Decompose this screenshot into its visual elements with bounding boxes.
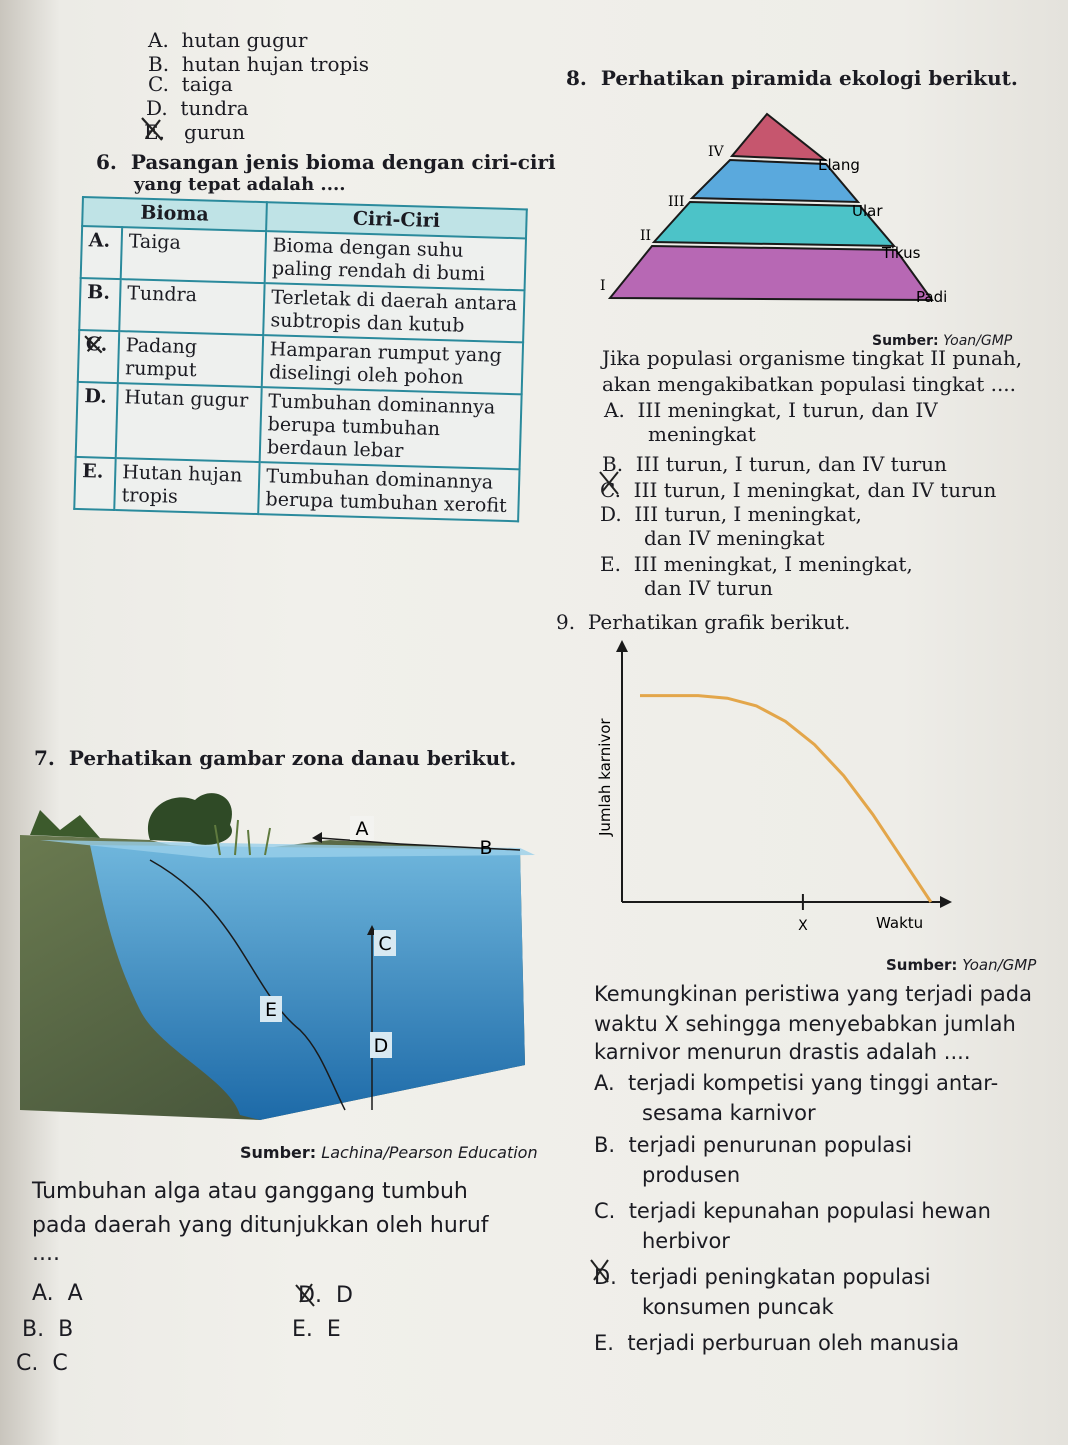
q7-option-b[interactable]: B. B: [22, 1317, 74, 1342]
table-header-ciri: Ciri-Ciri: [266, 202, 527, 238]
pyramid-roman-ii: II: [640, 228, 652, 244]
q8-source: Sumber: Yoan/GMP: [872, 333, 1013, 349]
q7-option-d[interactable]: D. D: [298, 1283, 353, 1308]
q7-option-a[interactable]: A. A: [32, 1281, 83, 1306]
zone-label-d: D: [373, 1035, 389, 1057]
shore-vegetation: [30, 810, 100, 838]
pyramid-label-elang: Elang: [818, 156, 860, 174]
q7-prompt-line1: Tumbuhan alga atau ganggang tumbuh: [32, 1179, 468, 1204]
q7-source: Sumber: Lachina/Pearson Education: [240, 1143, 538, 1162]
q9-option-e[interactable]: E. terjadi perburuan oleh manusia: [594, 1331, 960, 1355]
pyramid-label-tikus: Tikus: [882, 244, 921, 262]
q9-prompt-line3: karnivor menurun drastis adalah ....: [594, 1040, 971, 1064]
zone-label-b: B: [479, 837, 493, 859]
pyramid-roman-i: I: [600, 278, 606, 294]
q9-source: Sumber: Yoan/GMP: [886, 956, 1037, 974]
q9-prompt-line2: waktu X sehingga menyebabkan jumlah: [594, 1012, 1016, 1036]
pyramid-roman-iv: IV: [708, 144, 724, 160]
answer-cross-mark-icon: [292, 1280, 318, 1310]
q9-option-b[interactable]: B. terjadi penurunan populasi produsen: [594, 1133, 913, 1187]
table-row[interactable]: E. Hutan hujan tropis Tumbuhan dominannya berupa tumbuhan xerofit: [74, 457, 519, 521]
table-row[interactable]: B. Tundra Terletak di daerah antara subtropis dan kutub: [79, 278, 524, 342]
q9-prompt-line1: Kemungkinan peristiwa yang terjadi pada: [594, 982, 1032, 1006]
q8-option-a[interactable]: A. III meningkat, I turun, dan IV meningkat: [604, 398, 938, 446]
q5-option-e[interactable]: E. gurun: [144, 120, 246, 144]
q7-option-c[interactable]: C. C: [16, 1351, 68, 1376]
y-axis-arrow-icon: [616, 640, 628, 652]
zone-label-e: E: [264, 999, 278, 1021]
zone-label-a: A: [355, 818, 369, 840]
answer-cross-mark-icon: [586, 1254, 614, 1286]
q7-question: 7. Perhatikan gambar zona danau berikut.: [34, 746, 517, 770]
q8-option-b[interactable]: B. III turun, I turun, dan IV turun: [602, 452, 947, 476]
table-row[interactable]: A. Taiga Bioma dengan suhu paling rendah di bumi: [81, 226, 526, 290]
q7-prompt-line3: ....: [32, 1241, 60, 1266]
tree-cluster: [148, 793, 232, 845]
q7-prompt-line2: pada daerah yang ditunjukkan oleh huruf: [32, 1213, 489, 1238]
q9-option-d[interactable]: D. terjadi peningkatan populasi konsumen puncak: [594, 1265, 931, 1319]
q6-question-line2: yang tepat adalah ....: [134, 174, 346, 195]
q8-option-c[interactable]: C. III turun, I meningkat, dan IV turun: [600, 478, 997, 502]
series-line-karnivor: [640, 696, 931, 902]
q5-option-a[interactable]: A. hutan gugur: [148, 28, 308, 52]
karnivor-line-chart: [580, 636, 960, 946]
q8-option-d[interactable]: D. III turun, I meningkat, dan IV meningkat: [600, 502, 862, 550]
table-row[interactable]: D. Hutan gugur Tumbuhan dominannya berupa tumbuhan berdaun lebar: [76, 382, 522, 469]
q9-option-c[interactable]: C. terjadi kepunahan populasi hewan herbivor: [594, 1199, 991, 1253]
answer-cross-mark-icon: [594, 466, 624, 500]
x-tick-label-x: X: [798, 918, 808, 934]
zone-label-c: C: [378, 933, 392, 955]
q5-option-b[interactable]: B. hutan hujan tropis: [148, 52, 369, 76]
pyramid-level-iv: [732, 114, 825, 160]
q8-option-e[interactable]: E. III meningkat, I meningkat, dan IV turun: [600, 552, 913, 600]
ecological-pyramid: [580, 108, 1000, 323]
q8-question: 8. Perhatikan piramida ekologi berikut.: [566, 66, 1018, 90]
q5-option-d[interactable]: D. tundra: [146, 96, 249, 120]
pyramid-roman-iii: III: [668, 194, 685, 210]
q7-option-e[interactable]: E. E: [292, 1317, 341, 1342]
q9-question: 9. Perhatikan grafik berikut.: [556, 610, 851, 634]
y-axis-label: Jumlah karnivor: [596, 718, 614, 836]
q8-prompt-line1: Jika populasi organisme tingkat II punah,: [602, 346, 1023, 370]
bioma-table: [73, 196, 528, 522]
q6-question: 6. Pasangan jenis bioma dengan ciri-ciri: [96, 150, 556, 174]
pyramid-label-ular: Ular: [852, 202, 883, 220]
q9-option-a[interactable]: A. terjadi kompetisi yang tinggi antar- sesama karnivor: [594, 1071, 999, 1125]
pyramid-label-padi: Padi: [916, 288, 948, 306]
table-header-bioma: Bioma: [82, 197, 267, 231]
answer-cross-mark-icon: [138, 114, 166, 144]
lake-zone-diagram: [0, 780, 560, 1140]
x-axis-label: Waktu: [876, 914, 924, 932]
q5-option-c[interactable]: C. taiga: [148, 72, 233, 96]
answer-cross-mark-icon: [82, 333, 107, 356]
table-row[interactable]: C. Padang rumput Hamparan rumput yang diselingi oleh pohon: [78, 330, 523, 394]
x-axis-arrow-icon: [940, 896, 952, 908]
q8-prompt-line2: akan mengakibatkan populasi tingkat ....: [602, 372, 1017, 396]
